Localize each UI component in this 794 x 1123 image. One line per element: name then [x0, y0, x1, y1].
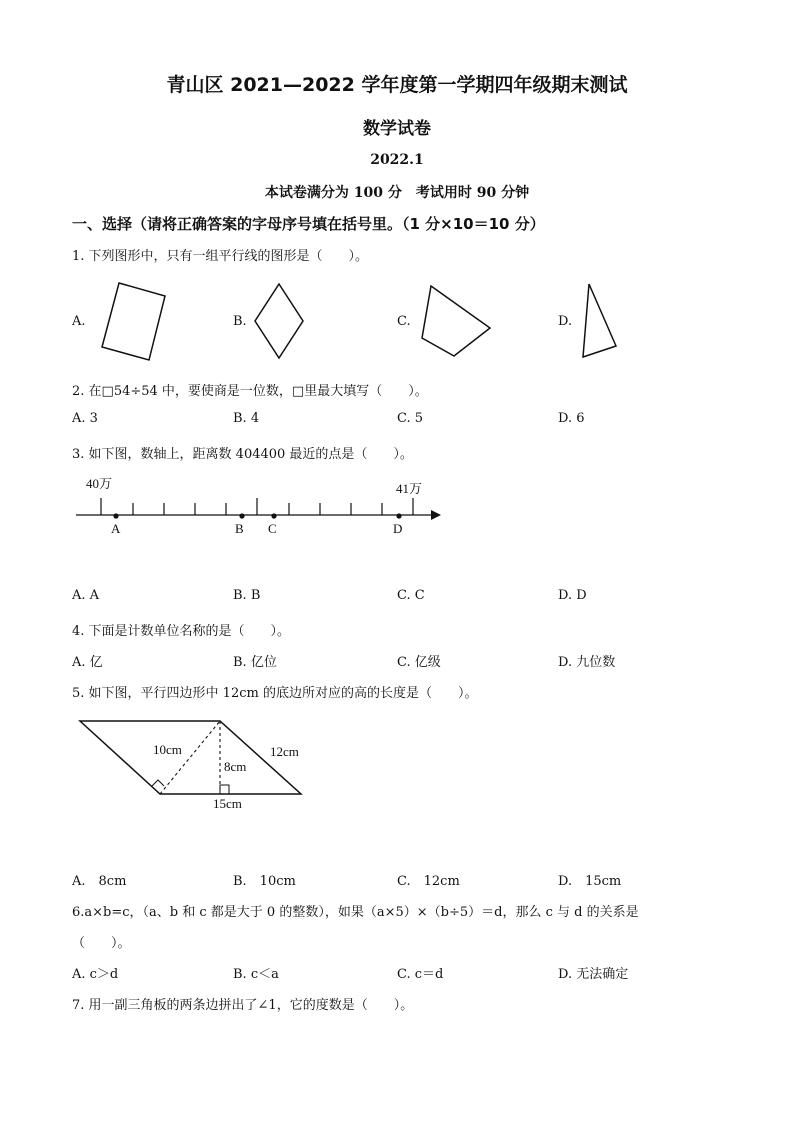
axis-left-label: 40万: [86, 476, 113, 491]
question-3: 3. 如下图，数轴上，距离数 404400 最近的点是（ ）。: [72, 447, 413, 462]
q2-option-c[interactable]: C. 5: [397, 411, 424, 426]
section-heading: 一、选择（请将正确答案的字母序号填在括号里。（1 分×10＝10 分）: [72, 215, 545, 233]
point-d-label: D: [393, 521, 403, 536]
q3-option-a[interactable]: A. A: [72, 588, 100, 603]
q2-option-d[interactable]: D. 6: [558, 411, 585, 426]
label-side: 12cm: [270, 744, 299, 759]
axis-right-label: 41万: [396, 481, 423, 496]
exam-date: 2022.1: [370, 152, 424, 168]
exam-info: 本试卷满分为 100 分 考试用时 90 分钟: [264, 185, 530, 201]
question-6-line1: 6.a×b=c，（a、b 和 c 都是大于 0 的整数），如果（a×5）×（b÷5）＝d，那么 c 与 d 的关系是: [72, 905, 639, 920]
q3-option-d[interactable]: D. D: [558, 588, 587, 603]
exam-title: 青山区 2021—2022 学年度第一学期四年级期末测试: [166, 74, 628, 96]
point-c-label: C: [268, 521, 277, 536]
q2-option-b[interactable]: B. 4: [233, 411, 260, 426]
q5-option-d[interactable]: D. 15cm: [558, 874, 622, 889]
q3-option-b[interactable]: B. B: [233, 588, 261, 603]
q5-option-c[interactable]: C. 12cm: [397, 874, 460, 889]
q5-option-a[interactable]: A. 8cm: [72, 874, 127, 889]
q6-option-a[interactable]: A. c＞d: [72, 967, 119, 982]
q6-option-c[interactable]: C. c＝d: [397, 967, 444, 982]
q5-option-b[interactable]: B. 10cm: [233, 874, 296, 889]
q4-option-d[interactable]: D. 九位数: [558, 655, 616, 670]
q6-option-b[interactable]: B. c＜a: [233, 967, 279, 982]
q4-option-a[interactable]: A. 亿: [72, 655, 103, 670]
q4-option-c[interactable]: C. 亿级: [397, 655, 441, 670]
label-height: 8cm: [224, 759, 247, 774]
q2-option-a[interactable]: A. 3: [72, 411, 98, 426]
question-7: 7. 用一副三角板的两条边拼出了∠1，它的度数是（ ）。: [72, 998, 414, 1013]
label-base: 15cm: [213, 796, 242, 811]
q3-option-c[interactable]: C. C: [397, 588, 425, 603]
exam-subtitle: 数学试卷: [363, 119, 431, 139]
question-6-line2: （ ）。: [72, 936, 131, 951]
q6-option-d[interactable]: D. 无法确定: [558, 967, 629, 982]
label-diagonal: 10cm: [153, 742, 182, 757]
question-1: 1. 下列图形中，只有一组平行线的图形是（ ）。: [72, 249, 369, 264]
point-a-label: A: [111, 521, 121, 536]
point-b-label: B: [235, 521, 244, 536]
q4-option-b[interactable]: B. 亿位: [233, 655, 277, 670]
q1-option-a[interactable]: A.: [72, 314, 86, 329]
q1-option-c[interactable]: C.: [397, 314, 411, 329]
question-5: 5. 如下图，平行四边形中 12cm 的底边所对应的高的长度是（ ）。: [72, 686, 478, 701]
q1-option-d[interactable]: D.: [558, 314, 573, 329]
q1-option-b[interactable]: B.: [233, 314, 247, 329]
question-4: 4. 下面是计数单位名称的是（ ）。: [72, 624, 291, 639]
question-2: 2. 在□54÷54 中，要使商是一位数，□里最大填写（ ）。: [72, 384, 428, 399]
